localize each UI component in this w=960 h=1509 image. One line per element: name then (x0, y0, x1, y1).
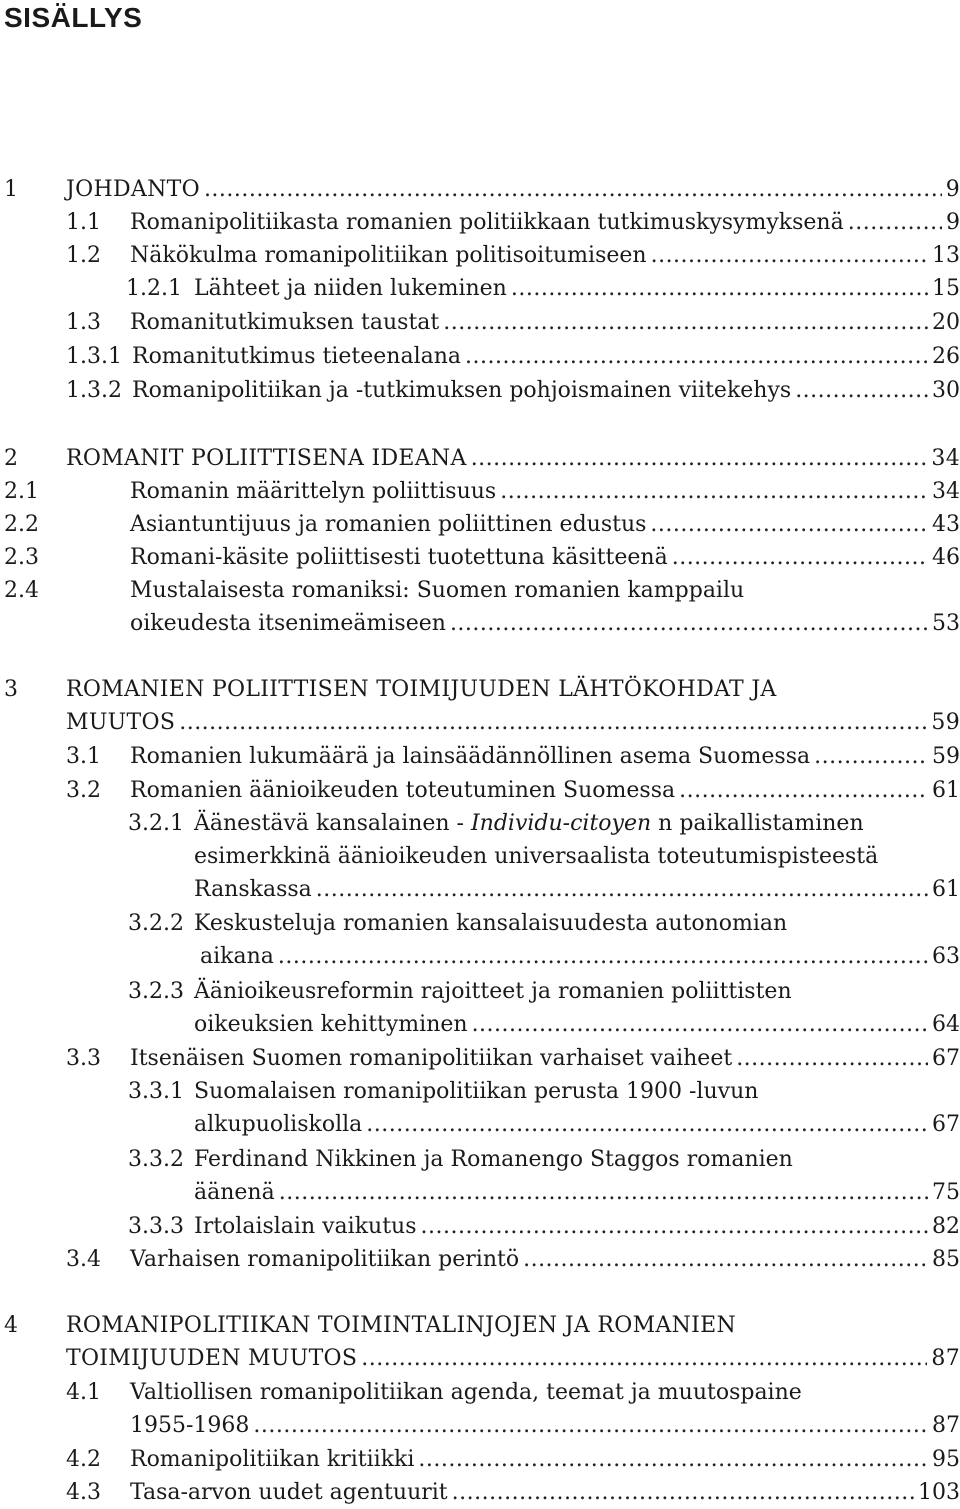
toc-title-continued: oikeuksien kehittyminen (194, 1012, 468, 1037)
toc-entry[interactable] (4, 1076, 960, 1140)
toc-entry[interactable] (4, 1244, 960, 1275)
toc-page: 46 (932, 545, 960, 570)
toc-leader (421, 1211, 928, 1242)
toc-title: Romanin määrittelyn poliittisuus (130, 479, 497, 504)
toc-page: 103 (918, 1480, 960, 1505)
toc-page: 30 (932, 378, 960, 403)
toc-entry[interactable] (4, 207, 960, 238)
toc-title: Mustalaisesta romaniksi: Suomen romanien kamppailu (130, 578, 745, 603)
toc-leader (279, 1177, 928, 1208)
toc-page: 67 (932, 1112, 960, 1137)
toc-number: 3.3 (66, 1046, 101, 1071)
toc-page: 82 (932, 1214, 960, 1239)
toc-title: JOHDANTO (66, 177, 200, 202)
toc-title-continued: aikana (200, 944, 274, 969)
toc-entry[interactable] (4, 808, 960, 906)
toc-entry[interactable] (4, 1377, 960, 1441)
toc-leader (523, 1244, 928, 1275)
toc-title: Suomalaisen romanipolitiikan perusta 1900 -luvun (194, 1079, 759, 1104)
toc-number: 1.2 (66, 243, 101, 268)
toc-page: 64 (932, 1012, 960, 1037)
toc-title: Romanitutkimuksen taustat (130, 310, 440, 335)
toc-entry[interactable] (4, 674, 960, 738)
toc-page: 61 (932, 778, 960, 803)
toc-entry[interactable] (4, 1444, 960, 1475)
toc-title-continued: alkupuoliskolla (194, 1112, 363, 1137)
toc-title: Keskusteluja romanien kansalaisuudesta autonomian (194, 911, 788, 936)
toc-entry[interactable] (4, 976, 960, 1040)
toc-number: 3.1 (66, 744, 101, 769)
toc-entry[interactable] (4, 1043, 960, 1074)
toc-page: 87 (931, 1346, 960, 1371)
toc-title: Romanipolitiikan ja -tutkimuksen pohjoismainen viitekehys (132, 378, 792, 403)
toc-entry[interactable] (4, 273, 960, 304)
toc-page: 15 (932, 276, 960, 301)
toc-leader (511, 273, 928, 304)
toc-number: 3.2.3 (128, 979, 184, 1004)
toc-number: 1.3.1 (66, 344, 122, 369)
toc-leader (452, 1477, 914, 1508)
toc-entry[interactable] (4, 375, 960, 406)
toc-entry[interactable] (4, 240, 960, 271)
toc-leader (361, 1343, 927, 1374)
toc-page: 59 (932, 744, 960, 769)
toc-number: 4.1 (66, 1380, 101, 1405)
toc-title: Romani-käsite poliittisesti tuotettuna käsitteenä (130, 545, 668, 570)
toc-leader (418, 1444, 928, 1475)
toc-leader (179, 707, 927, 738)
toc-number: 4 (4, 1313, 18, 1338)
toc-title: Ferdinand Nikkinen ja Romanengo Staggos romanien (194, 1147, 793, 1172)
toc-number: 2.3 (4, 545, 39, 570)
toc-leader (471, 443, 928, 474)
toc-title-continued: oikeudesta itsenimeämiseen (130, 611, 446, 636)
toc-title-continued: TOIMIJUUDEN MUUTOS (66, 1346, 358, 1371)
toc-leader (253, 1410, 928, 1441)
page-title: SISÄLLYS (4, 2, 143, 33)
toc-leader (814, 741, 928, 772)
toc-number: 2 (4, 446, 18, 471)
toc-title: Romanien lukumäärä ja lainsäädännöllinen asema Suomessa (130, 744, 811, 769)
toc-entry[interactable] (4, 775, 960, 806)
toc-page: 67 (932, 1046, 960, 1071)
toc-number: 3 (4, 677, 18, 702)
toc-entry[interactable] (4, 174, 960, 205)
toc-leader (672, 542, 928, 573)
toc-entry[interactable] (4, 1477, 960, 1508)
toc-page: 34 (931, 446, 960, 471)
toc-page: 26 (932, 344, 960, 369)
toc-page: 61 (932, 877, 960, 902)
toc-leader (278, 941, 928, 972)
toc-leader (848, 207, 942, 238)
toc-leader (316, 874, 928, 905)
toc-number: 1.2.1 (126, 276, 182, 301)
toc-leader (443, 307, 928, 338)
toc-entry[interactable] (4, 1310, 960, 1374)
toc-title: Romanipolitiikasta romanien politiikkaan tutkimuskysymyksenä (130, 210, 844, 235)
toc-page: 20 (932, 310, 960, 335)
toc-number: 2.4 (4, 578, 39, 603)
toc-leader (679, 775, 928, 806)
toc-title: Romanipolitiikan kritiikki (130, 1447, 415, 1472)
toc-page: 43 (932, 512, 960, 537)
toc-title: Irtolaislain vaikutus (194, 1214, 417, 1239)
toc-entry[interactable] (4, 542, 960, 573)
toc-leader (651, 240, 928, 271)
toc-title-italic: Individu-citoyen (470, 811, 652, 836)
toc-page: 87 (932, 1413, 960, 1438)
toc-entry[interactable] (4, 509, 960, 540)
toc-page: 9 (946, 210, 960, 235)
toc-number: 3.3.1 (128, 1079, 184, 1104)
toc-number: 4.3 (66, 1480, 101, 1505)
toc-title: ROMANIPOLITIIKAN TOIMINTALINJOJEN JA ROMANIEN (66, 1313, 737, 1338)
toc-number: 2.2 (4, 512, 39, 537)
toc-leader (795, 375, 928, 406)
toc-title-part: Äänestävä kansalainen - (194, 811, 471, 836)
toc-leader (736, 1043, 928, 1074)
toc-title: ROMANIT POLIITTISENA IDEANA (66, 446, 467, 471)
toc-title: Asiantuntijuus ja romanien poliittinen edustus (130, 512, 647, 537)
toc-title: Valtiollisen romanipolitiikan agenda, teemat ja muutospaine (130, 1380, 802, 1405)
toc-number: 3.2.1 (128, 811, 184, 836)
toc-number: 3.3.3 (128, 1214, 184, 1239)
toc-entry[interactable] (4, 741, 960, 772)
toc-number: 3.3.2 (128, 1147, 184, 1172)
toc-title: Äänioikeusreformin rajoitteet ja romanien poliittisten (194, 979, 792, 1004)
toc-title-part: n paikallistaminen (651, 811, 864, 836)
toc-number: 1.1 (66, 210, 101, 235)
toc-page: 53 (932, 611, 960, 636)
toc-entry[interactable] (4, 476, 960, 507)
toc-entry[interactable] (4, 307, 960, 338)
toc-leader (204, 174, 942, 205)
toc-title-continued: äänenä (194, 1180, 275, 1205)
toc-page: 95 (932, 1447, 960, 1472)
toc-page: 9 (945, 177, 960, 202)
toc-number: 3.2 (66, 778, 101, 803)
toc-page: 34 (932, 479, 960, 504)
toc-entry[interactable] (4, 1144, 960, 1208)
toc-page: 85 (932, 1247, 960, 1272)
toc-page: 59 (931, 710, 960, 735)
toc-title: Tasa-arvon uudet agentuurit (130, 1480, 448, 1505)
toc-page: 63 (932, 944, 960, 969)
toc-entry[interactable] (4, 341, 960, 372)
toc-leader (450, 608, 928, 639)
toc-title: Romanitutkimus tieteenalana (132, 344, 462, 369)
toc-title-continued: 1955-1968 (130, 1413, 250, 1438)
toc-title-continued: esimerkkinä äänioikeuden universaalista toteutumispisteestä (194, 844, 879, 869)
toc-title: Romanien äänioikeuden toteutuminen Suomessa (130, 778, 676, 803)
toc-entry[interactable] (4, 443, 960, 474)
toc-number: 1.3 (66, 310, 101, 335)
toc-entry[interactable] (4, 908, 960, 972)
toc-title-continued: MUUTOS (66, 710, 176, 735)
toc-title: Näkökulma romanipolitiikan politisoitumiseen (130, 243, 647, 268)
toc-entry[interactable] (4, 1211, 960, 1242)
toc-leader (465, 341, 928, 372)
toc-number: 1.3.2 (66, 378, 122, 403)
toc-title: ROMANIEN POLIITTISEN TOIMIJUUDEN LÄHTÖKOHDAT JA (66, 677, 777, 702)
toc-number: 2.1 (4, 479, 39, 504)
toc-leader (472, 1009, 928, 1040)
toc-number: 4.2 (66, 1447, 101, 1472)
toc-leader (650, 509, 928, 540)
toc-leader (500, 476, 928, 507)
toc-leader (366, 1109, 928, 1140)
toc-title: Varhaisen romanipolitiikan perintö (130, 1247, 520, 1272)
toc-number: 1 (4, 177, 18, 202)
toc-title: Itsenäisen Suomen romanipolitiikan varhaiset vaiheet (130, 1046, 733, 1071)
toc-page: 13 (932, 243, 960, 268)
toc-entry[interactable] (4, 575, 960, 639)
toc-title-continued: Ranskassa (194, 877, 312, 902)
toc-number: 3.4 (66, 1247, 101, 1272)
toc-title: Lähteet ja niiden lukeminen (194, 276, 507, 301)
toc-page: 75 (932, 1180, 960, 1205)
toc-title (194, 808, 864, 839)
toc-number: 3.2.2 (128, 911, 184, 936)
